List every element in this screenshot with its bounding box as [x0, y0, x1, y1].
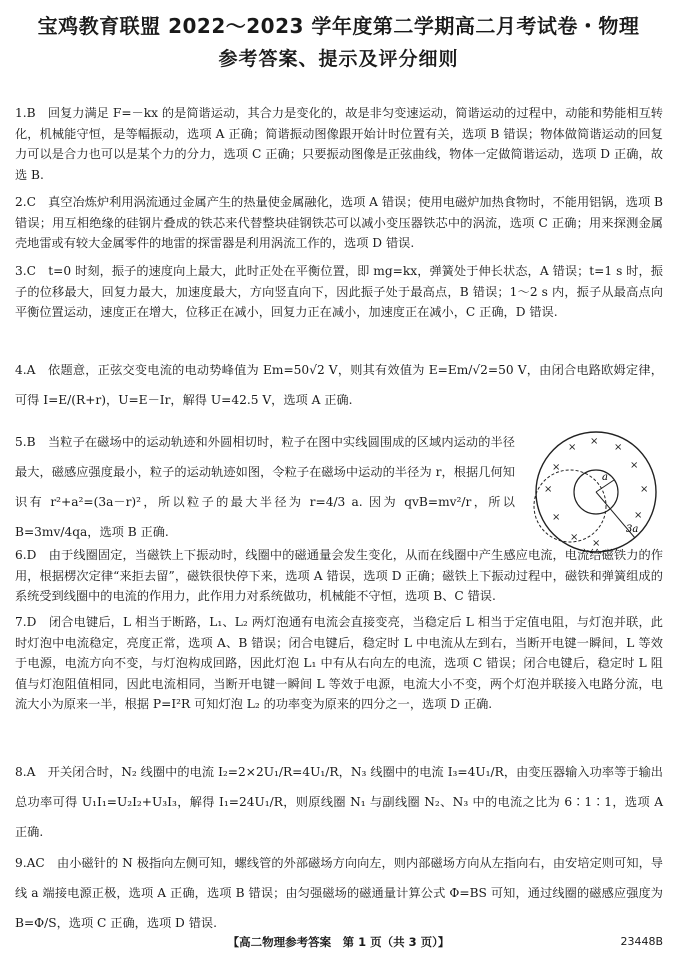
- answer-4: 4.A 依题意，正弦交变电流的电动势峰值为 Em=50√2 V，则其有效值为 E=Em/√2=50 V，由闭合电路欧姆定律，可得 I=E/(R+r)，U=E－Ir，解得 U=42.5 V，选项 A 正确.: [15, 363, 663, 407]
- svg-text:×: ×: [544, 484, 553, 495]
- label-3a: 3a: [626, 524, 639, 535]
- document-code: 23448B: [620, 935, 663, 948]
- answer-3: 3.C t=0 时刻，振子的速度向上最大，此时正处在平衡位置，即 mg=kx，弹簧处于伸长状态，A 错误；t=1 s 时，振子的位移最大，回复力最大，加速度最大，方向竖直向下，因此振子处于最高点，B 错误；1～2 s 内，振子从最高点向平衡位置运动，速度正在增大，位移正在减小，回复力正在减小，加速度正在减小，C 正确，D 错误.: [15, 264, 663, 319]
- answer-6: 6.D 由于线圈固定，当磁铁上下振动时，线圈中的磁通量会发生变化，从而在线圈中产生感应电流，电流给磁铁力的作用，根据楞次定律“来拒去留”，磁铁很快停下来，选项 A 错误，选项 D 正确；磁铁上下振动过程中，磁铁和弹簧组成的系统受到线圈中的电流的作用力，此作用力对系统做功，机械能不守恒，选项 B、C 错误.: [15, 548, 663, 603]
- svg-text:×: ×: [592, 538, 601, 549]
- svg-text:×: ×: [590, 436, 599, 447]
- svg-text:×: ×: [568, 442, 577, 453]
- answer-8: 8.A 开关闭合时，N₂ 线圈中的电流 I₂=2×2U₁/R=4U₁/R，N₃ 线圈中的电流 I₃=4U₁/R，由变压器输入功率等于输出总功率可得 U₁I₁=U₂I₂+U₃I₃，解得 I₁=24U₁/R，则原线圈 N₁ 与副线圈 N₂、N₃ 中的电流之比为 6∶1∶1，选项 A 正确.: [15, 765, 663, 839]
- answer-5: 5.B 当粒子在磁场中的运动轨迹和外圆相切时，粒子在图中实线圆围成的区域内运动的半径最大，磁感应强度最小，粒子的运动轨迹如图，令粒子在磁场中运动的半径为 r，根据几何知识有 r²+a²=(3a－r)²，所以粒子的最大半径为 r=4/3 a. 因为 qvB=mv²/r，所以 B=3mv/4qa，选项 B 正确.: [15, 435, 515, 539]
- answer-2: 2.C 真空冶炼炉利用涡流通过金属产生的热量使金属融化，选项 A 错误；使用电磁炉加热食物时，不能用铝锅，选项 B 错误；用互相绝缘的硅钢片叠成的铁芯来代替整块硅钢铁芯可以减小变压器铁芯中的涡流，选项 C 正确；用来探测金属壳地雷或有较大金属零件的地雷的探雷器是利用涡流工作的，选项 D 错误.: [15, 195, 663, 250]
- answer-9: 9.AC 由小磁针的 N 极指向左侧可知，螺线管的外部磁场方向向左，则内部磁场方向从左指向右，由安培定则可知，导线 a 端接电源正极，选项 A 正确，选项 B 错误；由匀强磁场的磁通量计算公式 Φ=BS 可知，通过线圈的磁感应强度为 B=Φ/S，选项 C 正确，选项 D 错误.: [15, 856, 663, 930]
- svg-text:×: ×: [630, 460, 639, 471]
- page-title: 宝鸡教育联盟 2022～2023 学年度第二学期高二月考试卷・物理: [37, 14, 640, 38]
- svg-text:×: ×: [634, 510, 643, 521]
- svg-text:×: ×: [552, 512, 561, 523]
- page-footer: 【高二物理参考答案 第 1 页（共 3 页）】: [227, 935, 450, 949]
- answer-1: 1.B 回复力满足 F=－kx 的是简谐运动，其合力是变化的，故是非匀变速运动，简谐运动的过程中，动能和势能相互转化，机械能守恒，是等幅振动，选项 A 正确；简谐振动图像跟开始计时位置有关，选项 B 错误；物体做简谐运动的回复力可以是合力也可以是某个力的分力，选项 C 正确；只要振动图像是正弦曲线，物体一定做简谐运动，选项 D 正确，故选 B.: [15, 106, 663, 182]
- svg-text:×: ×: [552, 462, 561, 473]
- svg-text:×: ×: [570, 532, 579, 543]
- answer-7: 7.D 闭合电键后，L 相当于断路，L₁、L₂ 两灯泡通有电流会直接变亮，当稳定后 L 相当于定值电阻，与灯泡并联，此时灯泡中电流稳定，亮度正常，选项 A、B 错误；闭合电键后，稳定时 L 中电流从左到右，当断开电键一瞬间，L 等效于电源，电流方向不变，与灯泡构成回路，因此灯泡 L₁ 中有从右向左的电流，选项 C 错误；闭合电键后，稳定时 L 阻值与灯泡阻值相同，因此电流相同，当断开电键一瞬间 L 等效于电源，电流大小不变，两个灯泡并联接入电路分流，电流大小为原来一半，根据 P=I²R 可知灯泡 L₂ 的功率变为原来的四分之一，选项 D 正确.: [15, 615, 663, 711]
- svg-text:×: ×: [614, 442, 623, 453]
- magnetic-field-figure: [530, 428, 662, 558]
- label-a: a: [602, 472, 608, 483]
- page-subtitle: 参考答案、提示及评分细则: [218, 48, 459, 70]
- svg-text:×: ×: [640, 484, 649, 495]
